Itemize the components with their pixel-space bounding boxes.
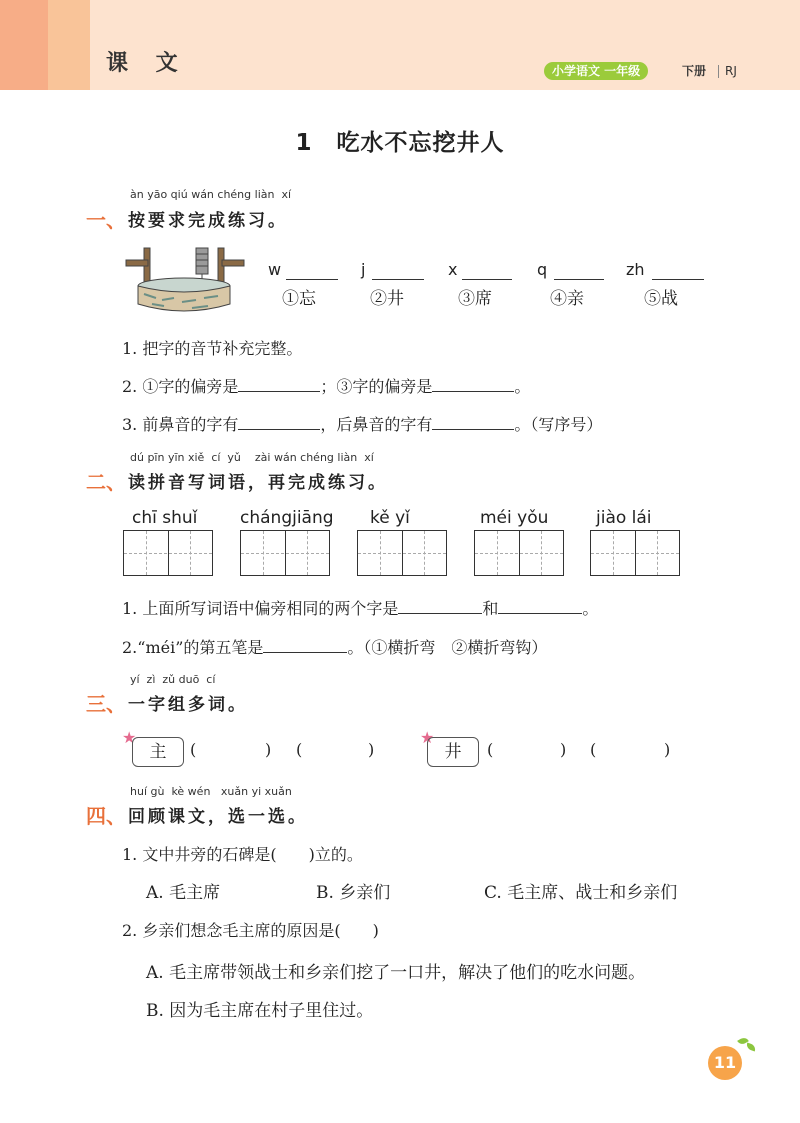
paren-open: ( bbox=[487, 740, 494, 759]
writing-grid[interactable] bbox=[590, 530, 680, 576]
char-box-1: 主 bbox=[132, 737, 184, 767]
section2-pinyin: dú pīn yīn xiě cí yǔ zài wán chéng liàn xí bbox=[130, 451, 374, 464]
paren-open: ( bbox=[590, 740, 597, 759]
subject-grade-badge: 小学语文 一年级 bbox=[544, 62, 648, 80]
section1-question-3 bbox=[122, 412, 602, 435]
syllable-blank-5 bbox=[652, 279, 704, 280]
paren-open: ( bbox=[296, 740, 303, 759]
syllable-initial-1: w bbox=[268, 260, 282, 279]
pinyin-word-1: chī shuǐ bbox=[132, 508, 198, 528]
choice-option[interactable]: B. 因为毛主席在村子里住过。 bbox=[146, 1001, 374, 1021]
choice-option[interactable]: C. 毛主席、战士和乡亲们 bbox=[484, 883, 678, 903]
question-text: 。 bbox=[514, 377, 531, 396]
char-option-4: ④亲 bbox=[550, 289, 584, 309]
syllable-blank-1 bbox=[286, 279, 338, 280]
answer-blank[interactable] bbox=[432, 378, 514, 392]
section1-number: 一、 bbox=[86, 208, 126, 232]
section1-question-2 bbox=[122, 374, 530, 397]
paren-close: ) bbox=[368, 740, 375, 759]
choice-option[interactable]: A. 毛主席 bbox=[146, 883, 221, 903]
syllable-blank-2 bbox=[372, 279, 424, 280]
pinyin-word-5: jiào lái bbox=[596, 508, 652, 528]
question-text: 1. 上面所写词语中偏旁相同的两个字是 bbox=[122, 599, 399, 618]
paren-open: ( bbox=[190, 740, 197, 759]
question-text: ，后鼻音的字有 bbox=[320, 415, 433, 434]
pinyin-word-2: chángjiāng bbox=[240, 508, 334, 528]
pinyin-word-3: kě yǐ bbox=[370, 508, 410, 528]
header-stripe bbox=[48, 0, 90, 90]
pinyin-word-4: méi yǒu bbox=[480, 508, 549, 528]
section4-number: 四、 bbox=[86, 804, 126, 828]
syllable-blank-4 bbox=[554, 279, 604, 280]
question-text: 和 bbox=[482, 599, 499, 618]
paren-close: ) bbox=[664, 740, 671, 759]
section3-title: 一字组多词。 bbox=[128, 695, 248, 715]
question-text: 2. ①字的偏旁是 bbox=[122, 377, 239, 396]
section1-question-1: 1. 把字的音节补充完整。 bbox=[122, 339, 303, 358]
section3-pinyin: yí zì zǔ duō cí bbox=[130, 673, 216, 686]
section4-pinyin: huí gù kè wén xuǎn yi xuǎn bbox=[130, 785, 292, 798]
paren-close: ) bbox=[265, 740, 272, 759]
syllable-blank-3 bbox=[462, 279, 512, 280]
edition-label: RJ bbox=[725, 64, 737, 78]
writing-grid[interactable] bbox=[474, 530, 564, 576]
question-text: 2.“méi”的第五笔是 bbox=[122, 638, 264, 657]
writing-grid[interactable] bbox=[357, 530, 447, 576]
paren-close: ) bbox=[560, 740, 567, 759]
syllable-initial-2: j bbox=[361, 260, 366, 279]
choice-option[interactable]: B. 乡亲们 bbox=[316, 883, 391, 903]
answer-blank[interactable] bbox=[238, 378, 320, 392]
section4-title: 回顾课文，选一选。 bbox=[128, 807, 308, 827]
section4-question-2: 2. 乡亲们想念毛主席的原因是( ) bbox=[122, 921, 379, 940]
section2-question-2 bbox=[122, 635, 547, 658]
question-text: 。（①横折弯 ②横折弯钩） bbox=[347, 638, 548, 657]
char-option-2: ②井 bbox=[370, 289, 404, 309]
lesson-title: 1 吃水不忘挖井人 bbox=[295, 130, 505, 156]
section1-title: 按要求完成练习。 bbox=[128, 211, 288, 231]
page-header bbox=[0, 0, 800, 90]
char-option-5: ⑤战 bbox=[644, 289, 678, 309]
syllable-initial-5: zh bbox=[626, 260, 645, 279]
star-icon: ★ bbox=[122, 728, 137, 747]
well-illustration bbox=[122, 238, 250, 314]
star-icon: ★ bbox=[420, 728, 435, 747]
section2-number: 二、 bbox=[86, 470, 126, 494]
header-section-title: 课 文 bbox=[106, 51, 188, 76]
section1-pinyin: àn yāo qiú wán chéng liàn xí bbox=[130, 188, 292, 201]
header-divider bbox=[718, 65, 719, 78]
writing-grid[interactable] bbox=[240, 530, 330, 576]
header-stripe bbox=[0, 0, 48, 90]
question-text: ；③字的偏旁是 bbox=[320, 377, 433, 396]
answer-blank[interactable] bbox=[263, 639, 347, 653]
term-label: 下册 bbox=[682, 64, 707, 78]
section2-title: 读拼音写词语，再完成练习。 bbox=[128, 473, 388, 493]
writing-grid[interactable] bbox=[123, 530, 213, 576]
section3-number: 三、 bbox=[86, 692, 126, 716]
answer-blank[interactable] bbox=[498, 600, 582, 614]
syllable-initial-3: x bbox=[448, 260, 458, 279]
char-option-3: ③席 bbox=[458, 289, 492, 309]
page-number: 11 bbox=[708, 1046, 742, 1080]
leaf-icon bbox=[745, 1042, 756, 1051]
answer-blank[interactable] bbox=[432, 416, 514, 430]
char-box-2: 井 bbox=[427, 737, 479, 767]
syllable-initial-4: q bbox=[537, 260, 548, 279]
question-text: 。（写序号） bbox=[514, 415, 603, 434]
answer-blank[interactable] bbox=[238, 416, 320, 430]
char-option-1: ①忘 bbox=[282, 289, 316, 309]
section4-question-1: 1. 文中井旁的石碑是( )立的。 bbox=[122, 845, 363, 864]
section2-question-1 bbox=[122, 596, 598, 619]
choice-option[interactable]: A. 毛主席带领战士和乡亲们挖了一口井，解决了他们的吃水问题。 bbox=[146, 963, 646, 983]
question-text: 。 bbox=[582, 599, 599, 618]
answer-blank[interactable] bbox=[398, 600, 482, 614]
question-text: 3. 前鼻音的字有 bbox=[122, 415, 239, 434]
